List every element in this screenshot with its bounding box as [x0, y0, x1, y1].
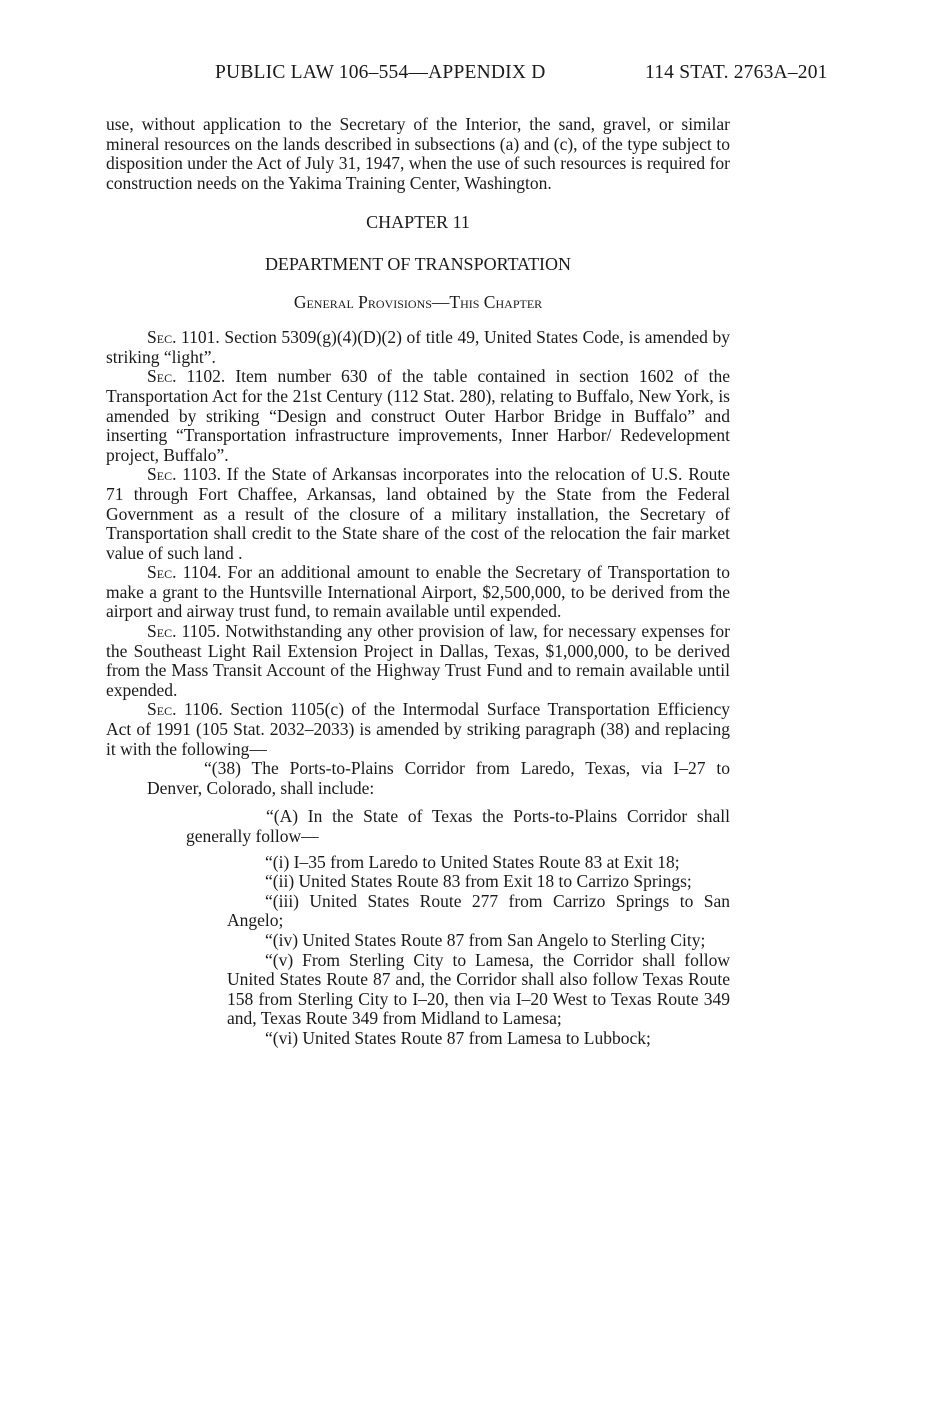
section-label: Sec. 1102.	[147, 366, 226, 387]
clause-vi: “(vi) United States Route 87 from Lamesa to Lubbock;	[265, 1027, 651, 1048]
section-1106	[106, 700, 730, 759]
section-label: Sec. 1106.	[147, 699, 223, 720]
header-stat-page: 114 STAT. 2763A–201	[645, 62, 828, 83]
section-1102	[106, 367, 730, 465]
quoted-paragraph-38: “(38) The Ports-to-Plains Corridor from Laredo, Texas, via I–27 to Denver, Colorado, shall include:	[147, 758, 730, 798]
section-text: Section 1105(c) of the Intermodal Surface Transportation Efficiency Act of 1991 (105 Stat. 2032–2033) is amended by striking paragraph (38) and replacing it with the following—	[106, 699, 730, 759]
clause-i: “(i) I–35 from Laredo to United States Route 83 at Exit 18;	[265, 851, 680, 872]
general-provisions-heading: General Provisions—This Chapter	[293, 291, 543, 312]
clause-iv: “(iv) United States Route 87 from San Angelo to Sterling City;	[265, 929, 706, 950]
section-text: For an additional amount to enable the Secretary of Transportation to make a grant to the Huntsville International Airport, $2,500,000, to be derived from the airport and airway trust fund, to remain available until expended.	[106, 562, 731, 622]
section-1101	[106, 328, 730, 367]
section-text: Item number 630 of the table contained in section 1602 of the Transportation Act for the 21st Century (112 Stat. 280), relating to Buffalo, New York, is amended by striking “Design and construct Outer Harbor Bridge in Buffalo” and inserting “Transportation infrastructure improvements, Inner Harbor/ Redevelopment project, Buffalo”.	[106, 366, 731, 465]
header-title: PUBLIC LAW 106–554—APPENDIX D	[215, 62, 546, 83]
department-heading: DEPARTMENT OF TRANSPORTATION	[264, 253, 572, 274]
document-body	[106, 115, 730, 1049]
intro-paragraph: use, without application to the Secretary of the Interior, the sand, gravel, or similar mineral resources on the lands described in subsections (a) and (c), of the type subject to disposition under the Act of July 31, 1947, when the use of such resources is required for construction needs on the Yakima Training Center, Washington.	[106, 114, 730, 193]
quoted-subparagraph-a: “(A) In the State of Texas the Ports-to-Plains Corridor shall generally follow—	[186, 806, 730, 846]
section-label: Sec. 1105.	[147, 621, 221, 642]
section-1104	[106, 563, 730, 622]
section-label: Sec. 1103.	[147, 464, 221, 485]
section-label: Sec. 1101.	[147, 327, 220, 348]
clause-v: “(v) From Sterling City to Lamesa, the Corridor shall follow United States Route 87 and, the Corridor shall also follow Texas Route 158 from Sterling City to I–20, then via I–20 West to Texas Route 349 and, Texas Route 349 from Midland to Lamesa;	[227, 949, 730, 1029]
chapter-heading: CHAPTER 11	[366, 212, 470, 233]
running-header	[215, 62, 875, 84]
section-text: Notwithstanding any other provision of law, for necessary expenses for the Southeast Light Rail Extension Project in Dallas, Texas, $1,000,000, to be derived from the Mass Transit Account of the Highway Trust Fund and to remain available until expended.	[106, 621, 730, 700]
clause-iii: “(iii) United States Route 277 from Carrizo Springs to San Angelo;	[227, 890, 730, 931]
section-text: If the State of Arkansas incorporates into the relocation of U.S. Route 71 through Fort Chaffee, Arkansas, land obtained by the State from the Federal Government as a result of the closure of a military installation, the Secretary of Transportation shall credit to the State share of the cost of the relocation the fair market value of such land .	[106, 464, 730, 563]
clause-ii: “(ii) United States Route 83 from Exit 18 to Carrizo Springs;	[265, 871, 692, 892]
section-1105	[106, 622, 730, 700]
section-text: Section 5309(g)(4)(D)(2) of title 49, United States Code, is amended by striking “light”.	[106, 327, 730, 367]
section-1103	[106, 465, 730, 563]
section-label: Sec. 1104.	[147, 562, 222, 583]
